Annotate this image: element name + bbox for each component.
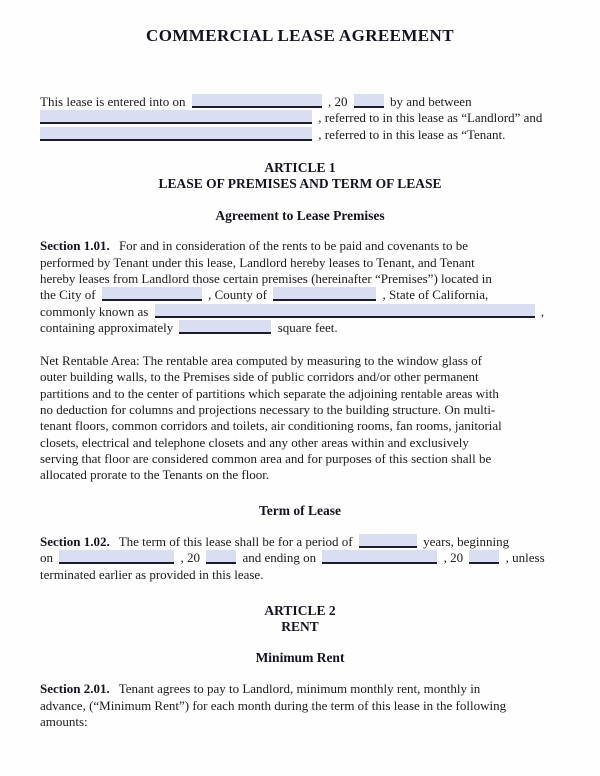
text-line: [40, 287, 560, 303]
field-end-date[interactable]: [322, 550, 437, 564]
field-lease-date[interactable]: [192, 94, 322, 108]
intro-text: , 20: [328, 94, 348, 109]
article-2-heading: [40, 603, 560, 636]
body-text: , State of California,: [382, 287, 489, 303]
minimum-rent-subheading: Minimum Rent: [255, 649, 345, 665]
field-premises-address[interactable]: [155, 304, 535, 318]
body-text: Tenant agrees to pay to Landlord, minimum monthly rent, monthly in: [118, 681, 481, 697]
text-line: [40, 271, 560, 287]
intro-text: , referred to in this lease as “Landlord” and: [318, 110, 543, 126]
field-start-date[interactable]: [59, 550, 174, 564]
text-line: [40, 110, 560, 126]
article-1-number: ARTICLE 1: [264, 159, 336, 175]
text-line: terminated earlier as provided in this lease.: [40, 566, 264, 582]
body-text: hereby leases from Landlord those certain premises (hereinafter “Premises”) located in: [40, 270, 492, 286]
body-text: on: [40, 550, 53, 566]
field-end-year[interactable]: [469, 550, 499, 564]
field-term-years[interactable]: [359, 534, 417, 548]
text-line: tenant floors, common corridors and toilets, air conditioning rooms, fan rooms, janitorial: [40, 418, 502, 434]
body-text: For and in consideration of the rents to be paid and covenants to be: [118, 238, 469, 254]
text-line: [40, 127, 560, 143]
text-line: Net Rentable Area: The rentable area computed by measuring to the window glass of: [40, 353, 482, 369]
body-text: performed by Tenant under this lease, Landlord hereby leases to Tenant, and Tenant: [40, 254, 475, 270]
agreement-to-lease-subheading: Agreement to Lease Premises: [215, 207, 385, 223]
article-2-title: RENT: [281, 619, 319, 635]
field-lease-year[interactable]: [354, 94, 384, 108]
article-1-title: LEASE OF PREMISES AND TERM OF LEASE: [158, 176, 442, 192]
body-text: , 20: [180, 550, 200, 566]
document-title: COMMERCIAL LEASE AGREEMENT: [146, 26, 454, 45]
body-text: commonly known as: [40, 303, 149, 319]
field-start-year[interactable]: [206, 550, 236, 564]
text-line: [40, 320, 560, 336]
body-text: the City of: [40, 287, 96, 303]
body-text: The term of this lease shall be for a period of: [118, 534, 353, 550]
text-line: outer building walls, to the Premises side of public corridors and/or other permanent: [40, 369, 479, 385]
text-line: closets, electrical and telephone closets and any other areas within and exclusively: [40, 434, 469, 450]
text-line: no deduction for columns and projections necessary to the building structure. On multi-: [40, 402, 496, 418]
field-city[interactable]: [102, 287, 202, 301]
text-line: [40, 681, 560, 697]
text-line: serving that floor are considered common area and for purposes of this section shall be: [40, 450, 492, 466]
text-line: partitions and to the center of partitions which separate the adjoining rentable areas with: [40, 385, 499, 401]
article-1-heading: [40, 160, 560, 193]
field-square-feet[interactable]: [179, 320, 271, 334]
intro-text: by and between: [390, 94, 472, 109]
text-line: amounts:: [40, 714, 88, 730]
intro-text: This lease is entered into on: [40, 94, 186, 109]
body-text: years, beginning: [423, 534, 510, 550]
section-number: Section 1.01.: [40, 238, 110, 254]
text-line: [40, 238, 560, 254]
text-line: allocated prorate to the Tenants on the floor.: [40, 467, 270, 483]
text-line: [40, 255, 560, 271]
intro-text: , referred to in this lease as “Tenant.: [318, 126, 506, 142]
text-line: [40, 94, 560, 110]
body-text: and ending on: [242, 550, 317, 566]
section-2-01-paragraph: [40, 681, 560, 730]
intro-paragraph: [40, 94, 560, 143]
text-line: [40, 550, 560, 566]
field-landlord-name[interactable]: [40, 110, 312, 124]
section-1-01-paragraph: [40, 238, 560, 336]
text-line: [40, 304, 560, 320]
body-text: square feet.: [277, 319, 338, 335]
article-2-number: ARTICLE 2: [264, 602, 336, 618]
body-text: ,: [540, 303, 545, 319]
field-county[interactable]: [273, 287, 376, 301]
body-text: containing approximately: [40, 319, 174, 335]
section-1-02-paragraph: [40, 534, 560, 583]
net-rentable-area-paragraph: [40, 353, 560, 483]
field-tenant-name[interactable]: [40, 127, 312, 141]
term-of-lease-subheading: Term of Lease: [259, 502, 341, 518]
section-number: Section 2.01.: [40, 681, 110, 697]
body-text: , County of: [208, 287, 267, 303]
section-number: Section 1.02.: [40, 534, 110, 550]
text-line: [40, 534, 560, 550]
text-line: advance, (“Minimum Rent”) for each month during the term of this lease in the following: [40, 697, 507, 713]
body-text: , unless: [505, 550, 545, 566]
body-text: , 20: [443, 550, 464, 566]
